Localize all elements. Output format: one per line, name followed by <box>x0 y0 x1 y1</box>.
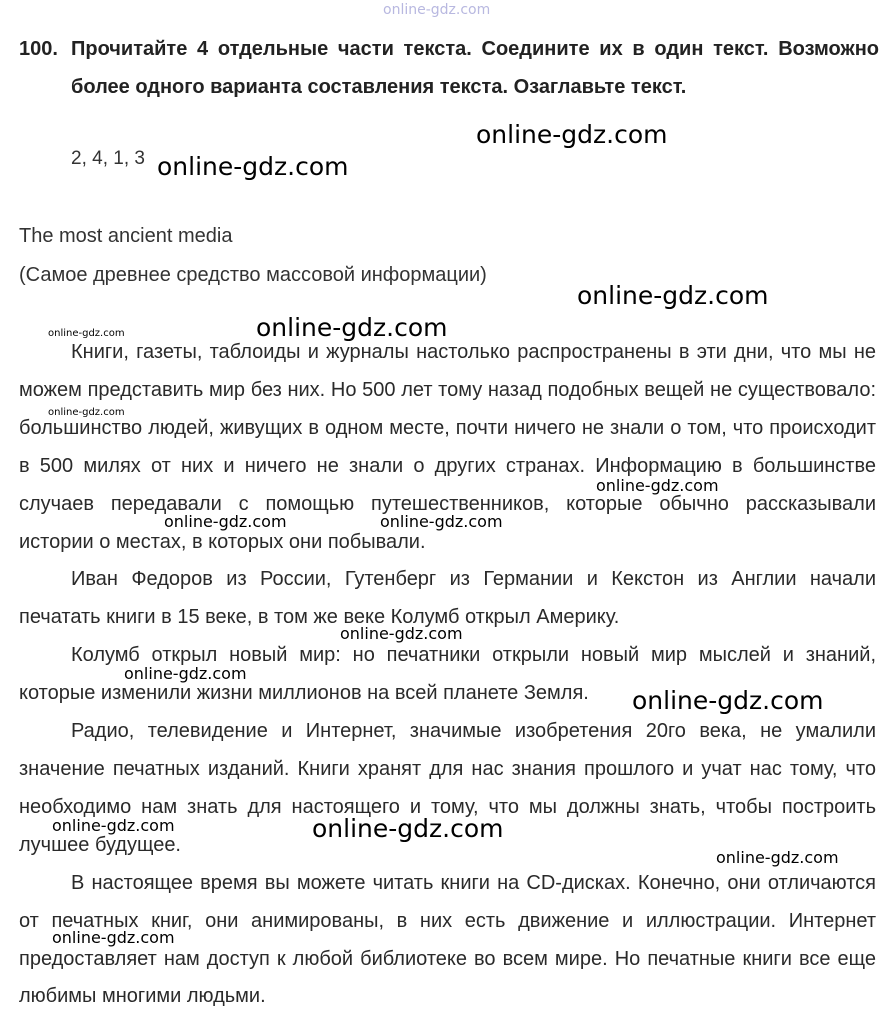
watermark-top: online-gdz.com <box>383 2 491 18</box>
watermark: online-gdz.com <box>52 816 175 835</box>
title-english: The most ancient media <box>19 225 233 247</box>
watermark: online-gdz.com <box>164 512 287 531</box>
watermark: online-gdz.com <box>716 848 839 867</box>
watermark: online-gdz.com <box>48 407 125 418</box>
watermark: online-gdz.com <box>380 512 503 531</box>
title-russian: (Самое древнее средство массовой информации) <box>19 264 487 286</box>
paragraph-4: Радио, телевидение и Интернет, значимые изобретения 20го века, не умалили значение печатных изданий. Книги хранят для нас знания прошлого и учат нас тому, что необходимо нам знать для настоящего и тому, что мы должны знать, чтобы построить лучшее будущее. <box>19 720 876 856</box>
watermark: online-gdz.com <box>312 814 504 843</box>
paragraph-5: В настоящее время вы можете читать книги на CD-дисках. Конечно, они отличаются от печатных книг, они анимированы, в них есть движение и иллюстрации. Интернет предоставляет нам доступ к любой библиотеке во всем мире. Но печатные книги все еще любимы многими людьми. <box>19 871 876 1008</box>
watermark: online-gdz.com <box>256 313 448 342</box>
watermark: online-gdz.com <box>340 624 463 643</box>
paragraph-2: Иван Федоров из России, Гутенберг из Германии и Кекстон из Англии начали печатать книги в 15 веке, в том же веке Колумб открыл Америку. <box>19 568 876 629</box>
watermark: online-gdz.com <box>632 686 824 715</box>
watermark: online-gdz.com <box>157 152 349 181</box>
watermark: online-gdz.com <box>577 281 769 310</box>
watermark: online-gdz.com <box>124 664 247 683</box>
answer-order: 2, 4, 1, 3 <box>71 148 145 169</box>
watermark: online-gdz.com <box>476 120 668 149</box>
watermark: online-gdz.com <box>596 476 719 495</box>
watermark: online-gdz.com <box>52 928 175 947</box>
task-instruction: Прочитайте 4 отдельные части текста. Соедините их в один текст. Возможно более одного варианта составления текста. Озаглавьте текст. <box>71 38 879 98</box>
task-number: 100. <box>19 38 58 60</box>
paragraph-3: Колумб открыл новый мир: но печатники открыли новый мир мыслей и знаний, которые изменили жизни миллионов на всей планете Земля. <box>19 644 876 705</box>
watermark: online-gdz.com <box>48 328 125 339</box>
paragraph-1: Книги, газеты, таблоиды и журналы настолько распространены в эти дни, что мы не можем представить мир без них. Но 500 лет тому назад подобных вещей не существовало: большинство людей, живущих в одном месте, почти ничего не знали о том, что происходит в 500 милях от них и ничего не знали о других странах. Информацию в большинстве случаев передавали с помощью путешественников, которые обычно рассказывали истории о местах, в которых они побывали. <box>19 341 876 553</box>
